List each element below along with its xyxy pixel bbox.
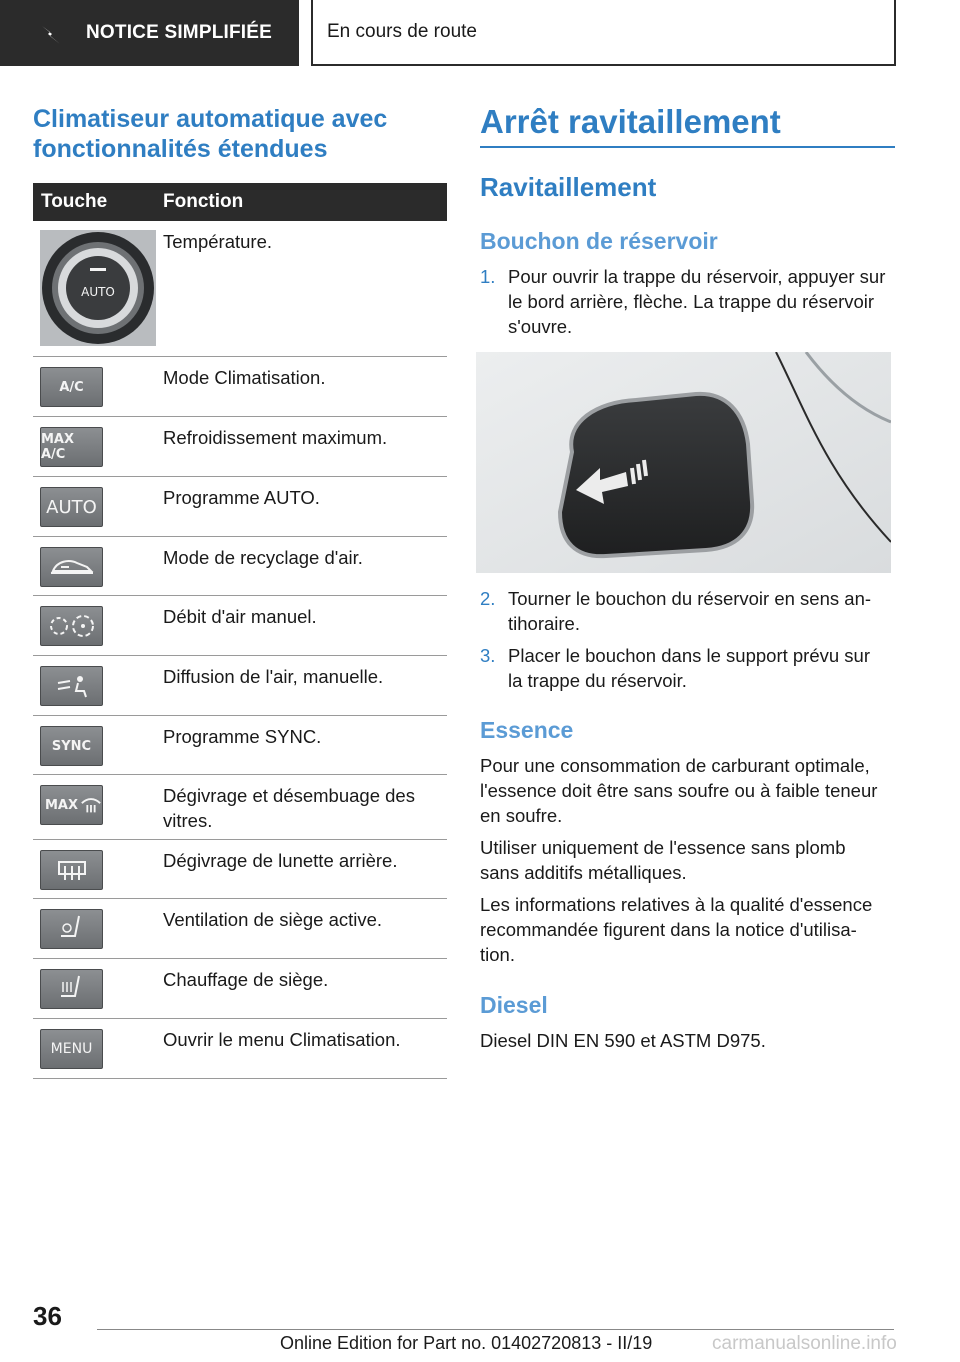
menu-button-icon: MENU	[40, 1029, 103, 1069]
climate-title: Climatiseur automatique avec fonctionnalités étendues	[33, 105, 388, 163]
heading-fuel-cap: Bouchon de réservoir	[480, 228, 718, 254]
flash-icon	[40, 24, 66, 46]
table-row: MENU Ouvrir le menu Climatisation.	[33, 1019, 447, 1079]
page-number: 36	[33, 1301, 62, 1331]
header-tab	[0, 0, 299, 66]
table-header	[33, 183, 447, 221]
table-row: Mode de recyclage d'air.	[33, 537, 447, 596]
footer-edition: Online Edition for Part no. 01402720813 - II/19	[280, 1333, 653, 1353]
col-key-header: Touche	[41, 191, 108, 212]
heading-essence: Essence	[480, 717, 574, 743]
knob-label: AUTO	[81, 285, 115, 299]
max-ac-button-icon: MAX A/C	[40, 427, 103, 467]
subsection-title: Ravitaillement	[480, 172, 657, 202]
col-function-header: Fonction	[163, 191, 244, 212]
table-row: AUTO Programme AUTO.	[33, 477, 447, 537]
footer-rule	[97, 1329, 894, 1330]
sync-button-icon: SYNC	[40, 726, 103, 766]
table-row: A/C Mode Climatisation.	[33, 357, 447, 417]
heading-diesel: Diesel	[480, 992, 548, 1018]
seat-heating-icon	[40, 969, 103, 1009]
title-rule	[480, 146, 895, 148]
section-title: Arrêt ravitaillement	[480, 103, 781, 140]
table-row: MAX Dégivrage et désembuage des vitres.	[33, 775, 447, 840]
rear-defrost-icon	[40, 850, 103, 890]
essence-paragraph-2: Utiliser uniquement de l'essence sans plomb sans additifs métalliques.	[480, 837, 846, 883]
watermark: carmanualsonline.info	[712, 1333, 897, 1354]
climate-table	[33, 183, 447, 1079]
auto-button-icon: AUTO	[40, 487, 103, 527]
table-row: Dégivrage de lunette arrière.	[33, 840, 447, 899]
table-row: SYNC Programme SYNC.	[33, 716, 447, 775]
max-defrost-icon: MAX	[40, 785, 103, 825]
table-row: Diffusion de l'air, manuelle.	[33, 656, 447, 716]
temperature-knob-icon	[40, 230, 156, 346]
step-2: 2. Tourner le bouchon du réservoir en sens an- tihoraire.	[480, 588, 872, 634]
essence-paragraph-1: Pour une consommation de carburant optimale, l'essence doit être sans soufre ou à faible teneur en soufre.	[480, 755, 878, 826]
table-row: MAX A/C Refroidissement maximum.	[33, 417, 447, 477]
fan-icon	[40, 606, 103, 646]
fuel-flap-photo	[476, 352, 891, 573]
seat-ventilation-icon	[40, 909, 103, 949]
table-row: Chauffage de siège.	[33, 959, 447, 1019]
recirculation-icon	[40, 547, 103, 587]
air-distribution-icon	[40, 666, 103, 706]
function-cell: Température.	[163, 231, 272, 252]
header-section	[311, 0, 896, 66]
ac-button-icon: A/C	[40, 367, 103, 407]
step-3: 3. Placer le bouchon dans le support prévu sur la trappe du réservoir.	[480, 645, 870, 691]
table-row	[33, 221, 447, 357]
header-tab-label: NOTICE SIMPLIFIÉE	[86, 22, 273, 43]
step-1: 1. Pour ouvrir la trappe du réservoir, appuyer sur le bord arrière, flèche. La trappe du réservoir s'ouvre.	[480, 266, 886, 337]
table-row: Ventilation de siège active.	[33, 899, 447, 959]
diesel-paragraph: Diesel DIN EN 590 et ASTM D975.	[480, 1030, 766, 1051]
essence-paragraph-3: Les informations relatives à la qualité d'essence recommandée figurent dans la notice d'utilisa- tion.	[480, 894, 873, 965]
table-row: Débit d'air manuel.	[33, 596, 447, 656]
header-section-label: En cours de route	[327, 21, 477, 42]
